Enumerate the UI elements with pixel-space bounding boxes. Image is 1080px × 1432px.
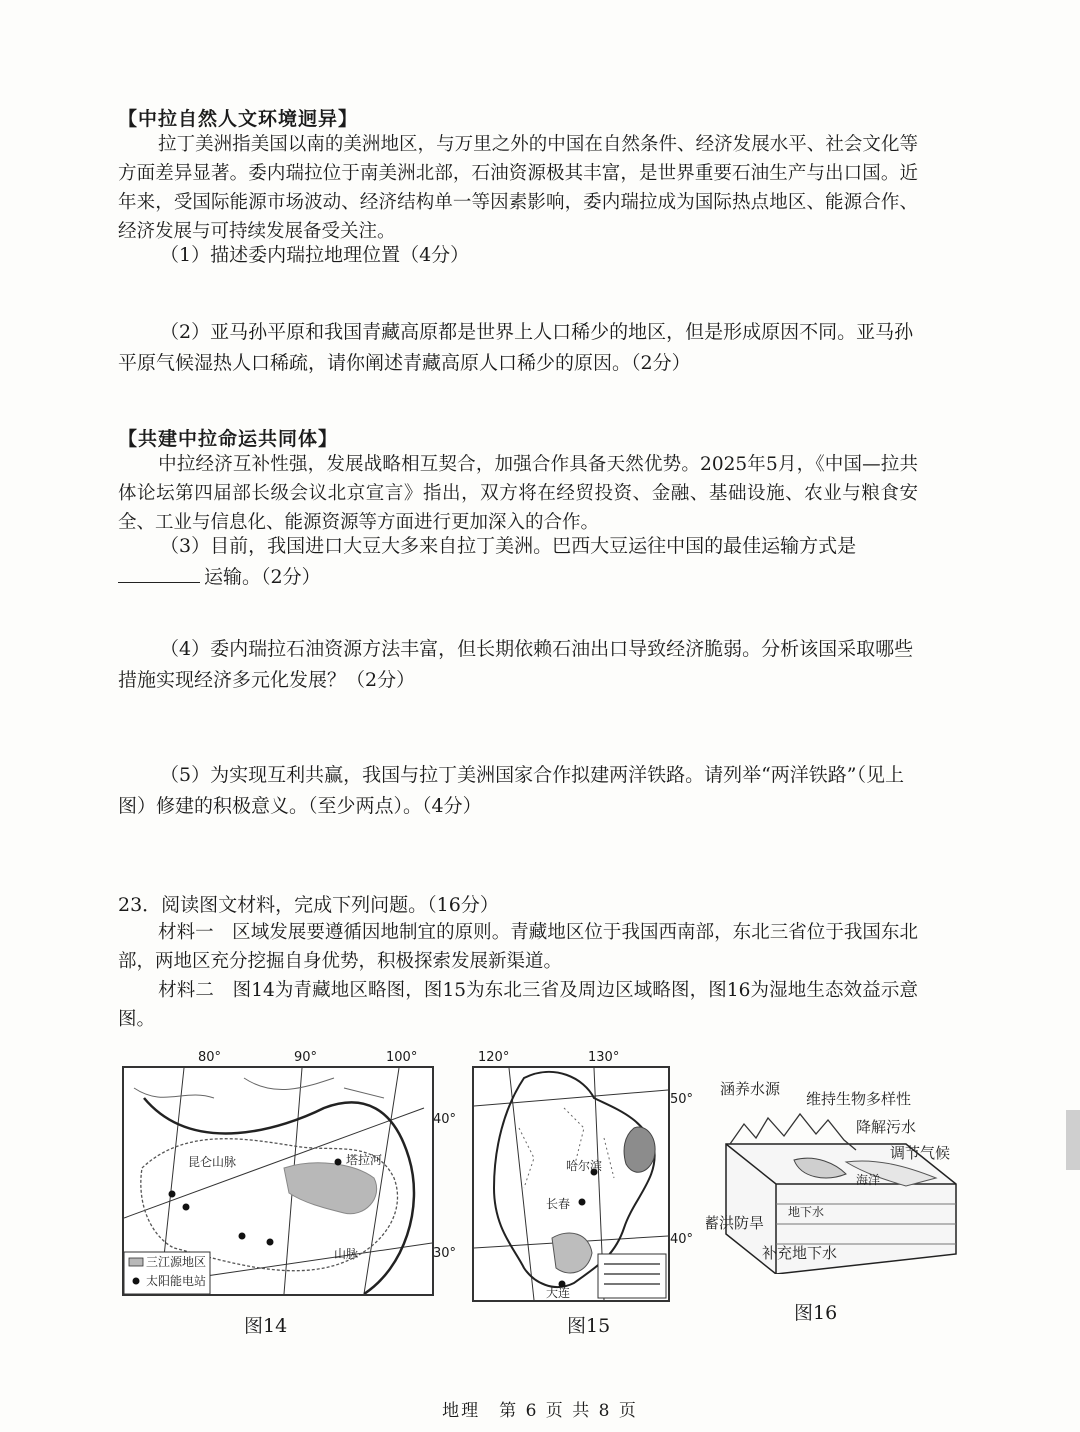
fig14-place-kunlun: 昆仑山脉: [188, 1155, 237, 1169]
material-2-text: 材料二 图14为青藏地区略图，图15为东北三省及周边区域略图，图16为湿地生态效益示意图。: [118, 980, 918, 1030]
fig14-lon-3: 100°: [386, 1050, 418, 1065]
fig15-lon-2: 130°: [588, 1050, 620, 1065]
material-1-text: 材料一 区域发展要遵循因地制宜的原则。青藏地区位于我国西南部，东北三省位于我国东北部，两地区充分挖掘自身优势，积极探索发展新渠道。: [118, 922, 918, 972]
fig16-label-groundwater: 地下水: [788, 1205, 825, 1219]
figure-15-caption: 图15: [567, 1315, 611, 1337]
material-1: [118, 918, 918, 976]
figure-14-caption: 图14: [244, 1315, 288, 1337]
fig14-lat-2: 30°: [433, 1246, 457, 1261]
fig15-place-harbin: 哈尔滨: [566, 1159, 603, 1173]
fig14-lon-1: 80°: [198, 1050, 222, 1065]
question-2: （2）亚马孙平原和我国青藏高原都是世界上人口稀少的地区，但是形成原因不同。亚马孙平原气候湿热人口稀疏，请你阐述青藏高原人口稀少的原因。（2分）: [118, 321, 914, 374]
figure-16-diagram: [706, 1074, 966, 1274]
question-3: [118, 531, 918, 593]
question-3-suffix: 运输。（2分）: [204, 566, 321, 588]
fig14-lon-2: 90°: [294, 1050, 318, 1065]
figure-16-caption: 图16: [794, 1302, 838, 1324]
question-5: （5）为实现互利共赢，我国与拉丁美洲国家合作拟建两洋铁路。请列举“两洋铁路”（见上图）修建的积极意义。（至少两点）。（4分）: [118, 764, 905, 817]
question-4: （4）委内瑞拉石油资源方法丰富，但长期依赖石油出口导致经济脆弱。分析该国采取哪些措施实现经济多元化发展？（2分）: [118, 638, 914, 691]
fig15-place-changchun: 长春: [546, 1197, 571, 1211]
page-footer: 地理 第 6 页 共 8 页: [442, 1401, 638, 1421]
section2-intro: [118, 450, 918, 537]
fig15-lon-1: 120°: [478, 1050, 510, 1065]
fig14-place-tarim: 塔拉河: [346, 1153, 383, 1167]
fig16-label-biodiversity: 维持生物多样性: [806, 1090, 912, 1108]
fig14-legend-sanjiangyuan: 三江源地区: [146, 1255, 207, 1269]
section-heading-1: 【中拉自然人文环境迥异】: [118, 108, 359, 130]
section1-intro: [118, 130, 918, 246]
fig16-label-groundwater-recharge: 补充地下水: [762, 1244, 838, 1262]
answer-blank[interactable]: [118, 564, 200, 583]
section-heading-2: 【共建中拉命运共同体】: [118, 428, 339, 450]
question-1: （1）描述委内瑞拉地理位置（4分）: [160, 244, 470, 266]
figure-14-map: [122, 1066, 434, 1296]
section1-intro-text: 拉丁美洲指美国以南的美洲地区，与万里之外的中国在自然条件、经济发展水平、社会文化等方面差异显著。委内瑞拉位于南美洲北部，石油资源极其丰富，是世界重要石油生产与出口国。近年来，受国际能源市场波动、经济结构单一等因素影响，委内瑞拉成为国际热点地区、能源合作、经济发展与可持续发展备受关注。: [118, 134, 918, 242]
question-23-title: 23．阅读图文材料，完成下列问题。（16分）: [118, 894, 499, 916]
section2-intro-text: 中拉经济互补性强，发展战略相互契合，加强合作具备天然优势。2025年5月，《中国—拉共体论坛第四届部长级会议北京宣言》指出，双方将在经贸投资、金融、基础设施、农业与粮食安全、工业与信息化、能源资源等方面进行更加深入的合作。: [118, 454, 918, 533]
figure-15-map: [472, 1066, 670, 1302]
fig16-label-water-conservation: 涵养水源: [720, 1080, 781, 1098]
fig15-lat-2: 40°: [670, 1232, 694, 1247]
fig14-lat-1: 40°: [433, 1112, 457, 1127]
material-2: [118, 976, 918, 1034]
fig15-lat-1: 50°: [670, 1092, 694, 1107]
fig16-label-ocean: 海洋: [856, 1173, 881, 1187]
fig14-place-range: 山脉: [334, 1247, 359, 1261]
fig14-legend-solar: 太阳能电站: [146, 1274, 207, 1288]
fig16-label-climate: 调节气候: [890, 1144, 951, 1162]
scan-edge: [1066, 1110, 1080, 1170]
question-3-text: （3）目前，我国进口大豆大多来自拉丁美洲。巴西大豆运往中国的最佳运输方式是: [160, 535, 857, 557]
fig16-label-flood-control: 蓄洪防旱: [706, 1214, 765, 1232]
fig15-place-dalian: 大连: [546, 1286, 571, 1300]
fig16-label-purify-sewage: 降解污水: [856, 1118, 917, 1136]
